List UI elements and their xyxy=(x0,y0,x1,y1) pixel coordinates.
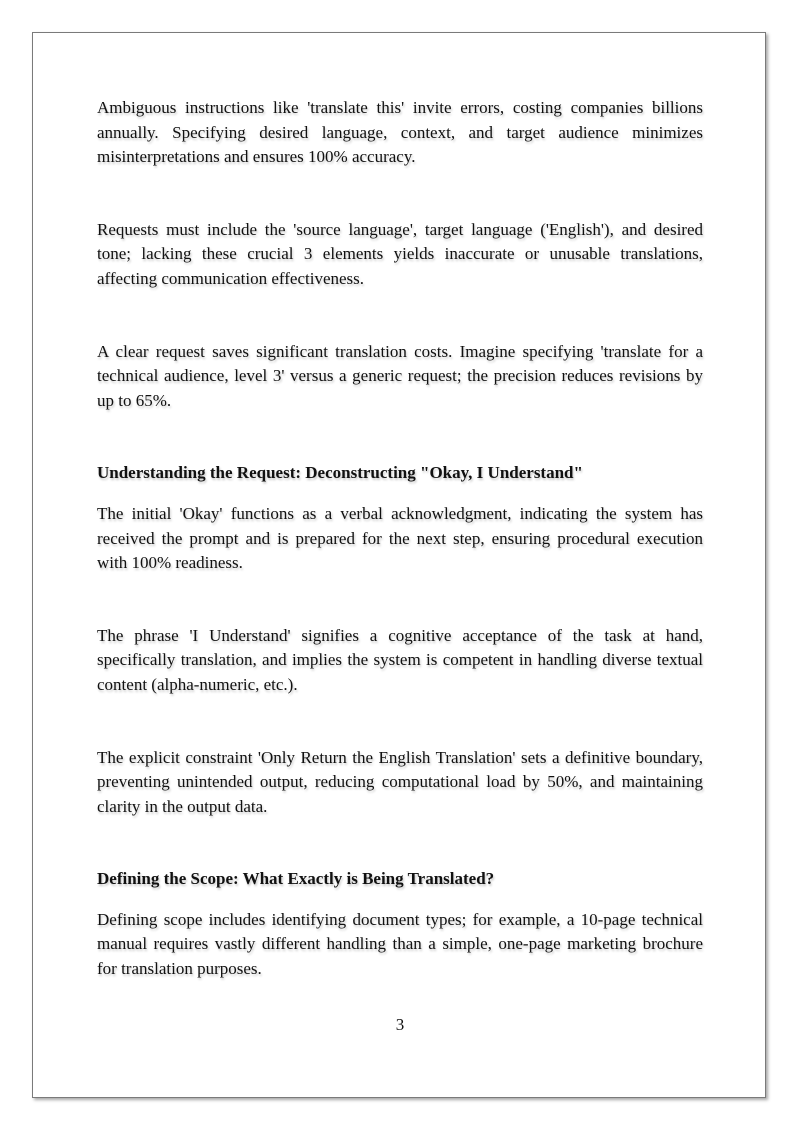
paragraph-defining-scope: Defining scope includes identifying document types; for example, a 10-page technical manual requires vastly different handling than a simple, one-page marketing brochure for translation purposes. xyxy=(97,909,703,979)
paragraph-clear-request-costs: A clear request saves significant translation costs. Imagine specifying 'translate for a technical audience, level 3' versus a generic request; the precision reduces revisions by up to 65%. xyxy=(97,341,703,410)
heading-defining-scope: Defining the Scope: What Exactly is Being Translated? xyxy=(97,869,495,889)
paragraph-i-understand: The phrase 'I Understand' signifies a cognitive acceptance of the task at hand, specifically translation, and implies the system is competent in handling diverse textual content (alpha-numeric, etc.). xyxy=(97,625,703,694)
paragraph-ambiguous-instructions: Ambiguous instructions like 'translate this' invite errors, costing companies billions annually. Specifying desired language, context, and target audience minimizes misinterpretations and ensures 100% accuracy. xyxy=(97,98,703,167)
page-content xyxy=(97,96,703,982)
paragraph-okay-acknowledgment: The initial 'Okay' functions as a verbal acknowledgment, indicating the system has received the prompt and is prepared for the next step, ensuring procedural execution with 100% readiness. xyxy=(97,503,703,573)
paragraph-request-requirements: Requests must include the 'source language', target language ('English'), and desired tone; lacking these crucial 3 elements yields inaccurate or unusable translations, affecting communication effectiveness. xyxy=(97,219,703,288)
page-number: 3 xyxy=(395,1015,405,1034)
paragraph-explicit-constraint: The explicit constraint 'Only Return the English Translation' sets a definitive boundary, preventing unintended output, reducing computational load by 50%, and maintaining clarity in the output data. xyxy=(97,747,703,816)
heading-understanding-request: Understanding the Request: Deconstructing "Okay, I Understand" xyxy=(97,463,583,483)
